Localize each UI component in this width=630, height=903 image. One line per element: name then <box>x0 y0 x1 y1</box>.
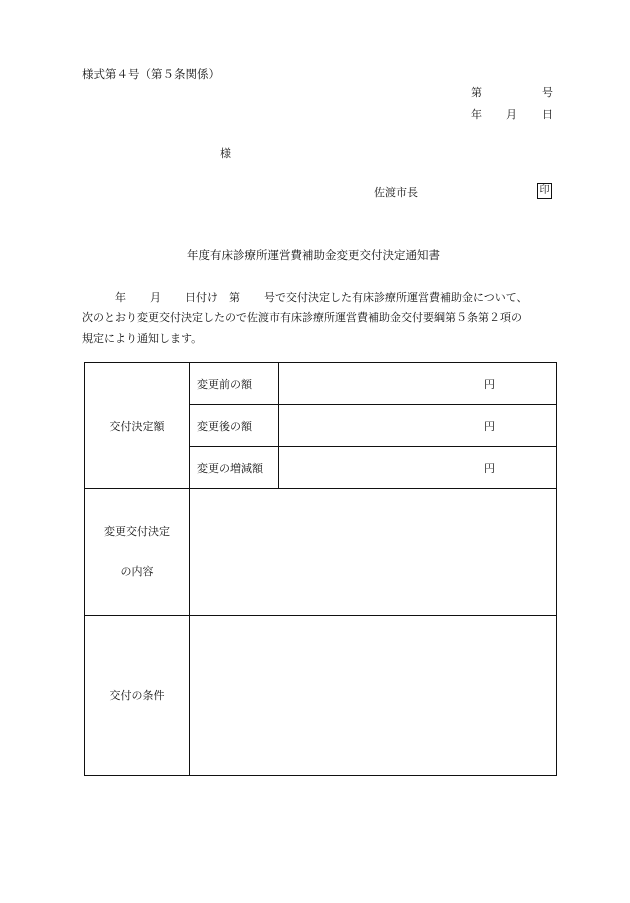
doc-number-prefix: 第 <box>471 86 482 99</box>
amount-label: 交付決定額 <box>109 419 165 433</box>
issuer-title: 佐渡市長 <box>374 186 418 199</box>
content-label-cell <box>85 489 190 615</box>
form-number: 様式第４号（第５条関係） <box>82 67 220 81</box>
date-day: 日 <box>542 108 553 121</box>
conditions-label-cell <box>85 615 190 775</box>
seal-mark: 印 <box>537 183 552 199</box>
body-line-1-rest: 号で交付決定した有床診療所運営費補助金について、 <box>264 291 528 304</box>
after-amount-value: 円 <box>279 405 557 447</box>
table-row <box>85 489 557 615</box>
body-line-2: 次のとおり変更交付決定したので佐渡市有床診療所運営費補助金交付要綱第５条第２項の <box>82 311 522 324</box>
table-row <box>85 615 557 775</box>
before-amount-label: 変更前の額 <box>190 363 279 405</box>
body-month: 月 <box>150 291 161 304</box>
change-amount-label: 変更の増減額 <box>190 447 279 489</box>
body-day-dated: 日付け <box>185 291 218 304</box>
document-title: 年度有床診療所運営費補助金変更交付決定通知書 <box>187 248 440 262</box>
before-amount-value: 円 <box>279 363 557 405</box>
body-year: 年 <box>115 291 126 304</box>
amount-label-cell <box>85 363 190 489</box>
body-number-prefix: 第 <box>229 291 240 304</box>
content-label-line-2: の内容 <box>120 564 154 578</box>
date-year: 年 <box>471 108 482 121</box>
body-line-3: 規定により通知します。 <box>82 332 203 345</box>
table-row <box>85 363 557 405</box>
recipient-honorific: 様 <box>220 147 231 160</box>
content-label-line-1: 変更交付決定 <box>104 524 170 538</box>
doc-number-suffix: 号 <box>542 86 553 99</box>
body-line-1 <box>82 289 528 305</box>
conditions-label: 交付の条件 <box>109 689 165 703</box>
after-amount-label: 変更後の額 <box>190 405 279 447</box>
conditions-value-cell <box>190 615 557 775</box>
content-value-cell <box>190 489 557 615</box>
change-amount-value: 円 <box>279 447 557 489</box>
details-table <box>84 362 557 776</box>
date-month: 月 <box>506 108 517 121</box>
